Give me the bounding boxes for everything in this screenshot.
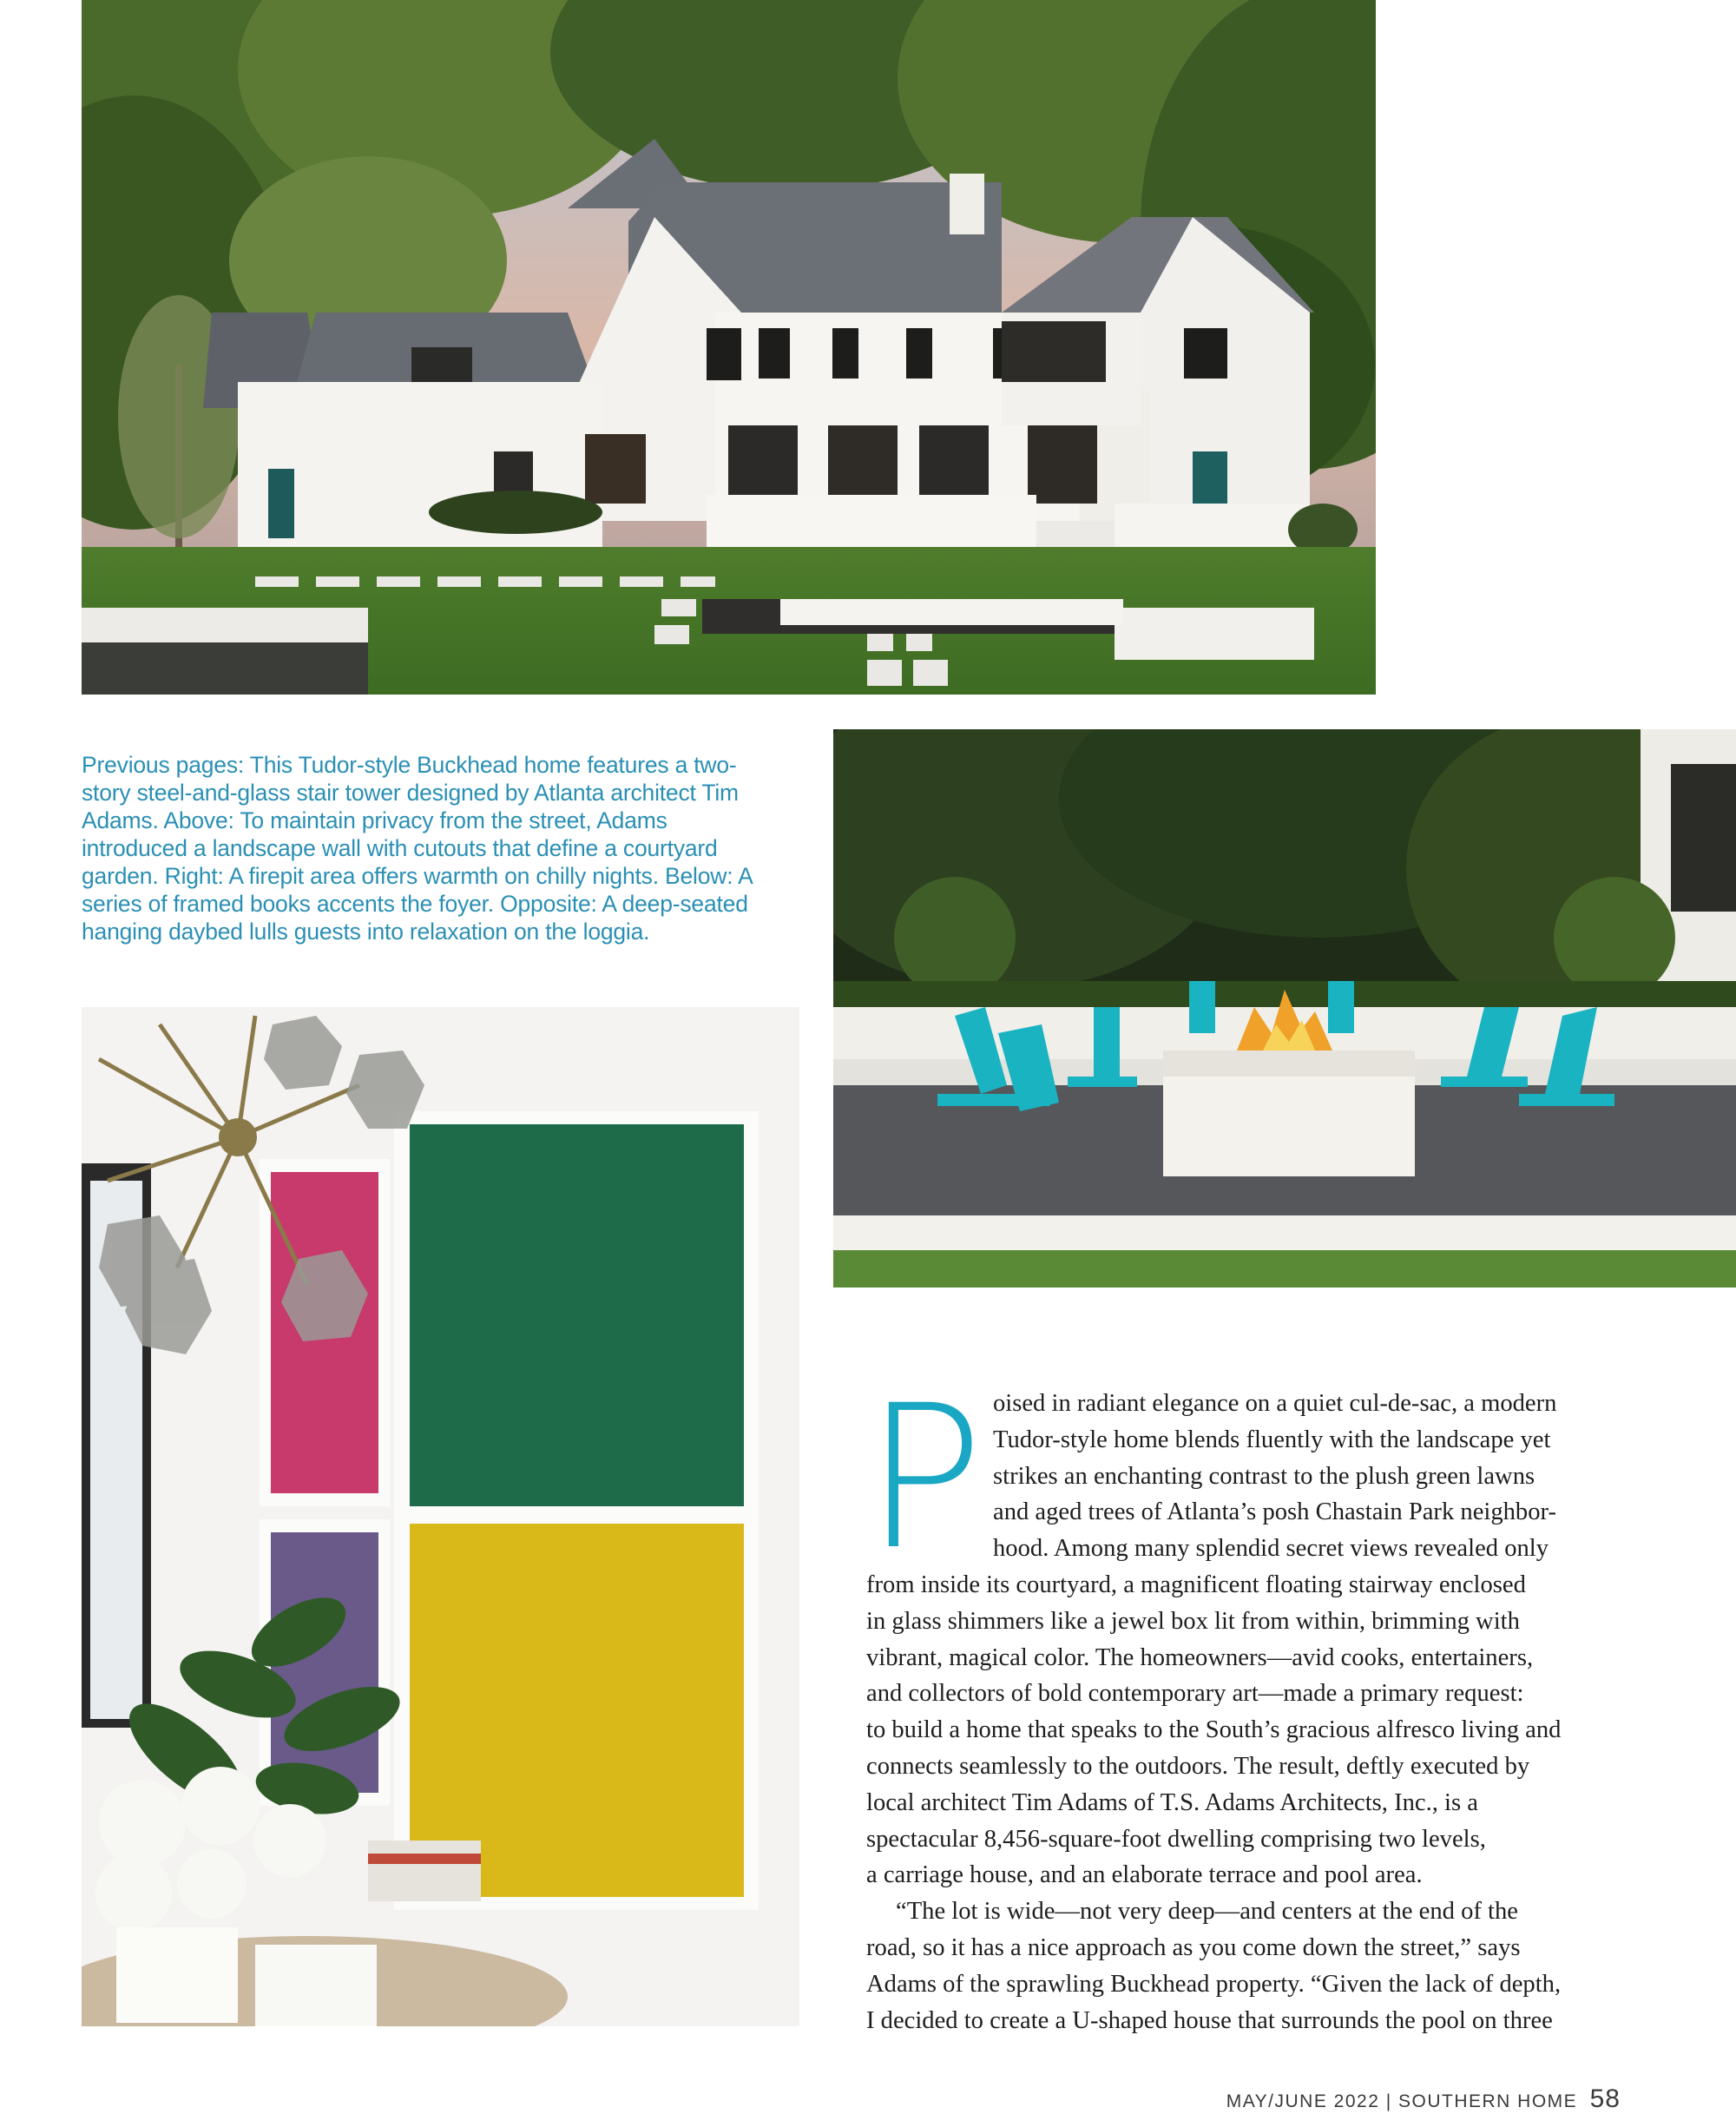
article-line: in glass shimmers like a jewel box lit from within, brimming with <box>866 1607 1520 1635</box>
article-line: “The lot is wide—not very deep—and centers at the end of the <box>896 1898 1518 1926</box>
drop-cap: P <box>865 1362 984 1593</box>
article-line: strikes an enchanting contrast to the plush green lawns <box>993 1462 1535 1490</box>
foyer-art-photo <box>82 1007 799 2026</box>
article-line: a carriage house, and an elaborate terrace and pool area. <box>866 1861 1423 1889</box>
article-line: and collectors of bold contemporary art—made a primary request: <box>866 1680 1524 1708</box>
article-line: spectacular 8,456-square-foot dwelling comprising two levels, <box>866 1825 1486 1853</box>
photo-caption: Previous pages: This Tudor-style Buckhead home features a two-story steel-and-glass stair tower designed by Atlanta architect Tim Adams. Above: To maintain privacy from the street, Adams introduced a landscape wall with cutouts that define a courtyard garden. Right: A firepit area offers warmth on chilly nights. Below: A series of framed books accents the foyer. Opposite: A deep-seated hanging daybed lulls guests into relaxation on the loggia. <box>82 752 753 945</box>
page-footer <box>1226 2084 1621 2114</box>
article-line: road, so it has a nice approach as you come down the street,” says <box>866 1933 1521 1961</box>
article-line: Adams of the sprawling Buckhead property. “Given the lack of depth, <box>866 1970 1562 1998</box>
article-line: local architect Tim Adams of T.S. Adams Architects, Inc., is a <box>866 1788 1478 1816</box>
article-line: I decided to create a U-shaped house that surrounds the pool on three <box>866 2006 1553 2034</box>
article-body <box>865 1362 1614 2038</box>
issue-label: MAY/JUNE 2022 | SOUTHERN HOME <box>1226 2091 1578 2111</box>
article-line: hood. Among many splendid secret views revealed only <box>993 1535 1549 1563</box>
page-number: 58 <box>1589 2084 1621 2113</box>
article-line: Tudor-style home blends fluently with the landscape yet <box>993 1426 1551 1453</box>
article-paragraph-2 <box>866 1893 1614 2038</box>
house-exterior-photo <box>82 0 1376 695</box>
article-line: vibrant, magical color. The homeowners—avid cooks, entertainers, <box>866 1643 1534 1671</box>
firepit-photo <box>833 729 1736 1287</box>
article-line: oised in radiant elegance on a quiet cul-de-sac, a modern <box>993 1390 1557 1417</box>
article-line: to build a home that speaks to the South’s gracious alfresco living and <box>866 1716 1562 1744</box>
article-line: and aged trees of Atlanta’s posh Chastain Park neighbor- <box>993 1498 1556 1526</box>
article-line: from inside its courtyard, a magnificent floating stairway enclosed <box>866 1571 1526 1598</box>
article-line: connects seamlessly to the outdoors. The result, deftly executed by <box>866 1752 1530 1780</box>
